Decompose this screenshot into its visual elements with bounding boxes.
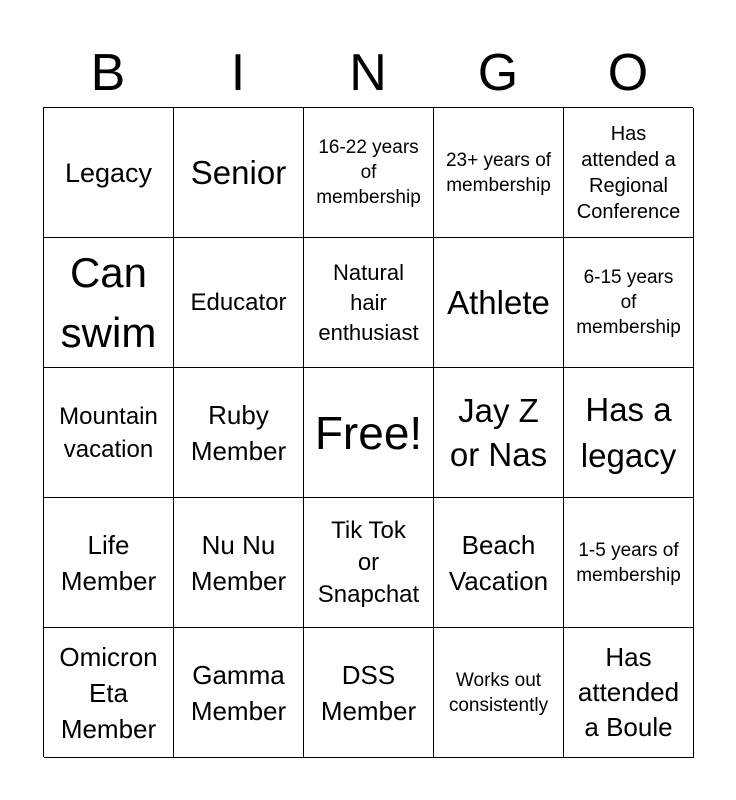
bingo-cell[interactable]: [564, 498, 694, 628]
cell-label: Nu Nu Member: [190, 529, 287, 596]
bingo-cell[interactable]: [304, 498, 434, 628]
bingo-cell[interactable]: [174, 368, 304, 498]
cell-label: Jay Z or Nas: [449, 391, 548, 473]
bingo-cell[interactable]: [304, 628, 434, 758]
bingo-cell[interactable]: [44, 368, 174, 498]
cell-label: Has a legacy: [580, 390, 677, 474]
cell-label: DSS Member: [320, 659, 417, 726]
bingo-cell[interactable]: [174, 238, 304, 368]
bingo-cell[interactable]: [174, 108, 304, 238]
bingo-cell[interactable]: [44, 628, 174, 758]
cell-label: 23+ years of membership: [445, 149, 552, 196]
bingo-cell[interactable]: [564, 108, 694, 238]
bingo-cell[interactable]: [434, 628, 564, 758]
header-letter-b: B: [90, 44, 126, 102]
cell-label: Life Member: [60, 529, 157, 596]
cell-label: Educator: [190, 288, 287, 316]
header-letter-n: N: [349, 44, 387, 102]
bingo-card-grid: [43, 107, 693, 757]
cell-label: Ruby Member: [190, 399, 287, 466]
bingo-cell[interactable]: [434, 368, 564, 498]
bingo-cell[interactable]: [44, 498, 174, 628]
cell-label: Has attended a Boule: [577, 642, 680, 742]
bingo-cell[interactable]: [44, 108, 174, 238]
cell-label: Beach Vacation: [448, 529, 549, 596]
bingo-cell[interactable]: [304, 108, 434, 238]
cell-label: Athlete: [447, 283, 550, 321]
bingo-cell[interactable]: [434, 238, 564, 368]
bingo-cell[interactable]: [564, 628, 694, 758]
bingo-cell[interactable]: [564, 238, 694, 368]
cell-label: Senior: [190, 153, 287, 191]
header-letter-o: O: [607, 44, 649, 102]
cell-label: Legacy: [64, 157, 153, 188]
cell-label: Omicron Eta Member: [59, 641, 158, 744]
bingo-cell[interactable]: [564, 368, 694, 498]
bingo-cell[interactable]: [434, 108, 564, 238]
bingo-cell[interactable]: [304, 238, 434, 368]
cell-label: 1-5 years of membership: [576, 539, 681, 586]
bingo-cell[interactable]: [304, 368, 434, 498]
cell-label: Has attended a Regional Conference: [576, 122, 681, 223]
cell-label: Can swim: [60, 248, 157, 356]
cell-label: Tik Tok or Snapchat: [317, 516, 420, 608]
cell-label: Gamma Member: [190, 659, 287, 726]
bingo-cell[interactable]: [174, 628, 304, 758]
cell-label: 6-15 years of membership: [576, 267, 681, 338]
cell-label: Natural hair enthusiast: [318, 259, 419, 345]
bingo-cell[interactable]: [44, 238, 174, 368]
cell-label: Works out consistently: [448, 669, 549, 716]
header-letter-i: I: [230, 44, 246, 102]
bingo-cell[interactable]: [174, 498, 304, 628]
cell-label: Mountain vacation: [59, 402, 158, 463]
header-letter-g: G: [477, 44, 519, 102]
bingo-cell[interactable]: [434, 498, 564, 628]
cell-label: Free!: [314, 406, 423, 459]
cell-label: 16-22 years of membership: [316, 137, 421, 208]
bingo-header: [43, 40, 693, 106]
